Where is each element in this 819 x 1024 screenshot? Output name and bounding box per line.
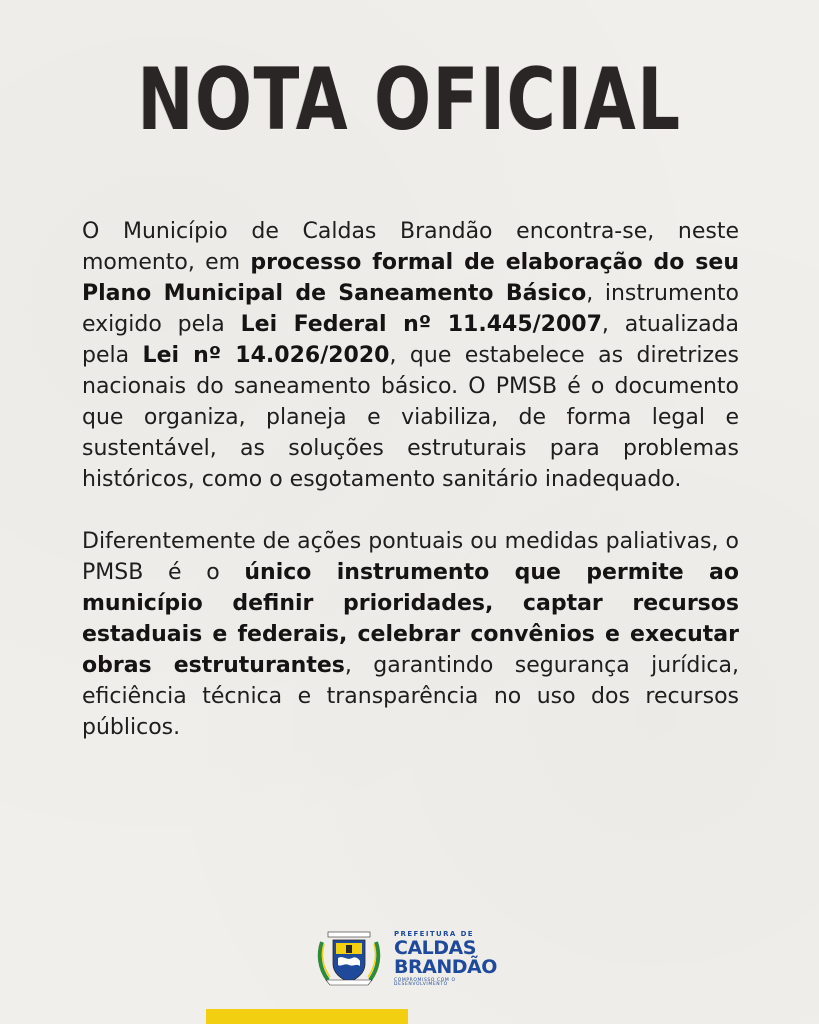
emphasis-text: único instrumento que permite ao município definir prioridades, captar recursos estaduais e federais, celebrar convênios e executar obras estruturantes xyxy=(82,560,739,678)
body-text-run: , que estabelece as diretrizes nacionais do saneamento básico. O PMSB é o documento que organiza, planeja e viabiliza, de forma legal e sustentável, as soluções estruturais para problemas históricos, como o esgotamento sanitário inadequado. xyxy=(82,343,740,492)
accent-bar xyxy=(206,1009,408,1024)
emphasis-text: Lei nº 14.026/2020 xyxy=(142,343,390,368)
paragraph-1 xyxy=(82,216,739,495)
brand-wordmark xyxy=(394,931,506,988)
brand-line-1: CALDAS xyxy=(394,936,476,959)
body-text-run: Diferentemente de ações pontuais ou medidas paliativas, o PMSB é o xyxy=(82,529,739,585)
brand-prefix: PREFEITURA DE xyxy=(394,929,474,938)
emphasis-text: processo formal de elaboração do seu Plano Municipal de Saneamento Básico xyxy=(82,250,739,306)
paragraph-2 xyxy=(82,526,739,743)
coat-of-arms-icon xyxy=(316,930,382,988)
body-text-run: O Município de Caldas Brandão encontra-se, neste momento, em xyxy=(82,219,739,275)
municipal-logo xyxy=(316,928,506,990)
page-title: NOTA OFICIAL xyxy=(137,50,682,150)
emphasis-text: Lei Federal nº 11.445/2007 xyxy=(240,312,602,337)
body-text-run: , garantindo segurança jurídica, eficiência técnica e transparência no uso dos recursos públicos. xyxy=(82,653,739,740)
body-text-run: , atualizada pela xyxy=(82,312,739,368)
brand-tagline: COMPROMISSO COM O DESENVOLVIMENTO xyxy=(394,977,456,987)
brand-line-2: BRANDÃO xyxy=(394,955,497,978)
announcement-body xyxy=(82,216,739,743)
body-text-run: , instrumento exigido pela xyxy=(82,281,739,337)
